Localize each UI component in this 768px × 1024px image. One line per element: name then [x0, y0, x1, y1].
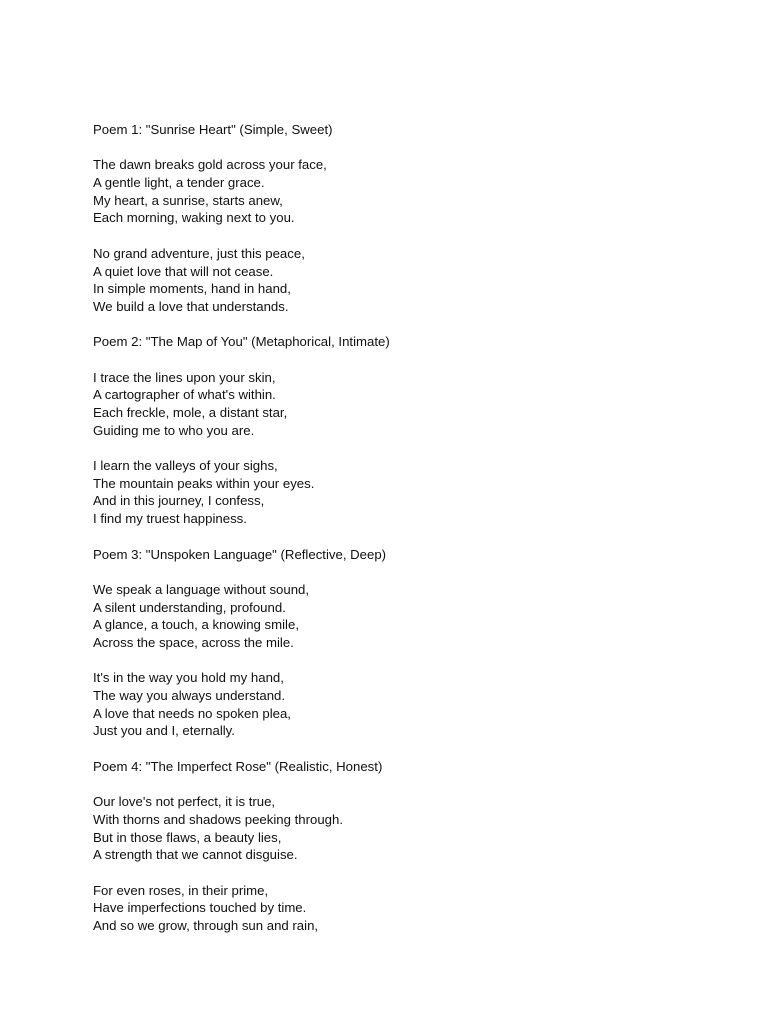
poem-line: And in this journey, I confess, — [93, 493, 265, 509]
poem-line: A quiet love that will not cease. — [93, 263, 274, 279]
blank-line — [93, 439, 713, 457]
poem-line: I trace the lines upon your skin, — [93, 369, 276, 385]
poem-line: And so we grow, through sun and rain, — [93, 917, 319, 933]
poem-line: Across the space, across the mile. — [93, 634, 294, 650]
blank-line — [93, 563, 713, 581]
poem-line: Guiding me to who you are. — [93, 422, 255, 438]
poem-line: The way you always understand. — [93, 688, 286, 703]
poem-line: Just you and I, eternally. — [93, 723, 235, 739]
poem-line: But in those flaws, a beauty lies, — [93, 829, 282, 845]
blank-line — [93, 316, 713, 334]
poem-line: A strength that we cannot disguise. — [93, 847, 298, 863]
poem-heading: Poem 3: "Unspoken Language" (Reflective, Deep) — [93, 546, 387, 562]
blank-line — [93, 740, 713, 758]
poem-line: My heart, a sunrise, starts anew, — [93, 192, 283, 208]
poem-line: A gentle light, a tender grace. — [93, 175, 265, 191]
poem-line: Have imperfections touched by time. — [93, 900, 307, 916]
blank-line — [93, 139, 713, 157]
poem-line: A love that needs no spoken plea, — [93, 705, 291, 721]
poem-heading: Poem 2: "The Map of You" (Metaphorical, Intimate) — [93, 334, 390, 350]
poem-line: With thorns and shadows peeking through. — [93, 811, 343, 827]
blank-line — [93, 351, 713, 369]
poem-line: It's in the way you hold my hand, — [93, 670, 284, 686]
poem-line: We build a love that understands. — [93, 298, 289, 314]
poem-line: In simple moments, hand in hand, — [93, 281, 291, 297]
blank-line — [93, 775, 713, 793]
poem-line: Each freckle, mole, a distant star, — [93, 405, 288, 420]
poem-line: A silent understanding, profound. — [93, 599, 286, 615]
poem-line: The dawn breaks gold across your face, — [93, 157, 327, 173]
blank-line — [93, 528, 713, 546]
blank-line — [93, 864, 713, 882]
poem-heading: Poem 1: "Sunrise Heart" (Simple, Sweet) — [93, 122, 333, 137]
poem-line: A glance, a touch, a knowing smile, — [93, 617, 299, 633]
poem-heading: Poem 4: "The Imperfect Rose" (Realistic, Honest) — [93, 758, 383, 774]
poem-line: I learn the valleys of your sighs, — [93, 458, 278, 474]
poem-line: I find my truest happiness. — [93, 511, 247, 527]
poem-line: A cartographer of what's within. — [93, 387, 276, 403]
poem-line: We speak a language without sound, — [93, 581, 310, 597]
blank-line — [93, 652, 713, 670]
poem-line: No grand adventure, just this peace, — [93, 245, 305, 261]
poem-line: For even roses, in their prime, — [93, 882, 269, 898]
poem-line: Each morning, waking next to you. — [93, 210, 295, 226]
blank-line — [93, 227, 713, 245]
poem-line: Our love's not perfect, it is true, — [93, 794, 276, 810]
poem-line: The mountain peaks within your eyes. — [93, 475, 315, 491]
document-body — [93, 121, 713, 935]
